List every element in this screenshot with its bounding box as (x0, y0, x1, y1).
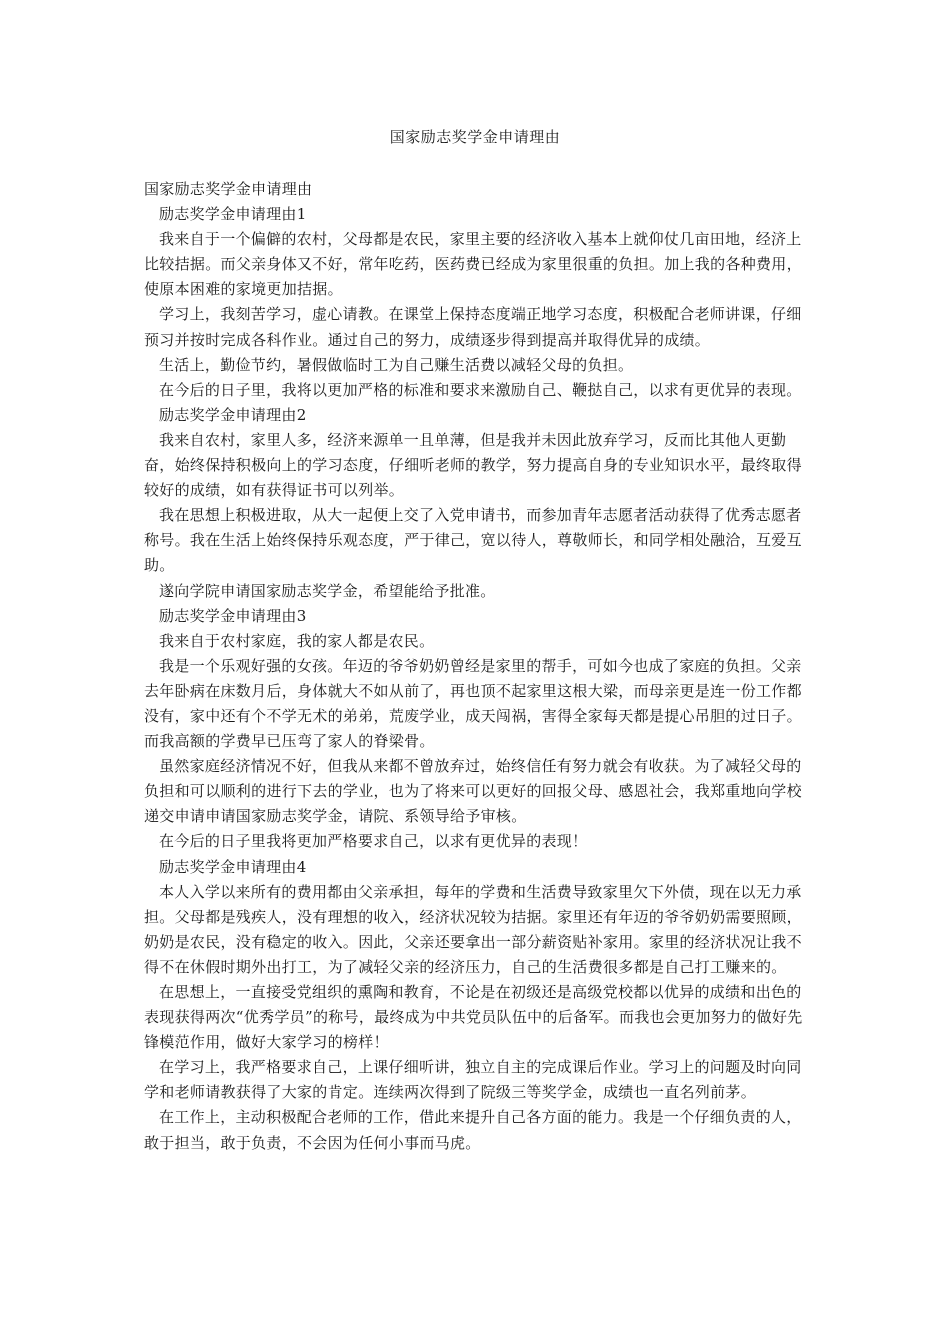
document-body (144, 177, 810, 1156)
paragraph: 遂向学院申请国家励志奖学金，希望能给予批准。 (159, 581, 496, 600)
document-title: 国家励志奖学金申请理由 (389, 128, 561, 146)
paragraph: 在学习上，我严格要求自己，上课仔细听讲，独立自主的完成课后作业。学习上的问题及时向同学和老师请教获得了大家的肯定。连续两次得到了院级三等奖学金，成绩也一直名列前茅。 (144, 1058, 802, 1102)
paragraph: 在今后的日子里，我将以更加严格的标准和要求来激励自己、鞭挞自己，以求有更优异的表现。 (159, 380, 802, 399)
paragraph: 在工作上，主动积极配合老师的工作，借此来提升自己各方面的能力。我是一个仔细负责的人，敢于担当，敢于负责，不会因为任何小事而马虎。 (144, 1108, 802, 1152)
section-heading-4: 励志奖学金申请理由4 (159, 857, 307, 876)
paragraph: 在思想上，一直接受党组织的熏陶和教育，不论是在初级还是高级党校都以优异的成绩和出色的表现获得两次“优秀学员”的称号，最终成为中共党员队伍中的后备军。而我也会更加努力的做好先锋模范作用，做好大家学习的榜样！ (144, 983, 803, 1052)
body-heading: 国家励志奖学金申请理由 (144, 180, 313, 198)
paragraph: 我来自于一个偏僻的农村，父母都是农民，家里主要的经济收入基本上就仰仗几亩田地，经济上比较拮据。而父亲身体又不好，常年吃药，医药费已经成为家里很重的负担。加上我的各种费用，使原本困难的家境更加拮据。 (144, 230, 802, 299)
paragraph: 我来自于农村家庭，我的家人都是农民。 (159, 631, 435, 650)
paragraph: 在今后的日子里我将更加严格要求自己，以求有更优异的表现！ (159, 832, 588, 851)
section-heading-1: 励志奖学金申请理由1 (159, 205, 307, 224)
paragraph: 生活上，勤俭节约，暑假做临时工为自己赚生活费以减轻父母的负担。 (159, 355, 634, 374)
paragraph: 我是一个乐观好强的女孩。年迈的爷爷奶奶曾经是家里的帮手，可如今也成了家庭的负担。父亲去年卧病在床数月后，身体就大不如从前了，再也顶不起家里这根大梁，而母亲更是连一份工作都没有，家中还有个不学无术的弟弟，荒废学业，成天闯祸，害得全家每天都是提心吊胆的过日子。而我高额的学费早已压弯了家人的脊梁骨。 (144, 656, 802, 751)
paragraph: 我在思想上积极进取，从大一起便上交了入党申请书，而参加青年志愿者活动获得了优秀志愿者称号。我在生活上始终保持乐观态度，严于律己，宽以待人，尊敬师长，和同学相处融洽，互爱互助。 (144, 506, 802, 575)
paragraph: 虽然家庭经济情况不好，但我从来都不曾放弃过，始终信任有努力就会有收获。为了减轻父母的负担和可以顺利的进行下去的学业，也为了将来可以更好的回报父母、感恩社会，我郑重地向学校递交申请申请国家励志奖学金，请院、系领导给予审核。 (144, 757, 802, 826)
paragraph: 本人入学以来所有的费用都由父亲承担，每年的学费和生活费导致家里欠下外债，现在以无力承担。父母都是残疾人，没有理想的收入，经济状况较为拮据。家里还有年迈的爷爷奶奶需要照顾，奶奶是农民，没有稳定的收入。因此，父亲还要拿出一部分薪资贴补家用。家里的经济状况让我不得不在休假时期外出打工，为了减轻父亲的经济压力，自己的生活费很多都是自己打工赚来的。 (144, 882, 802, 976)
section-heading-2: 励志奖学金申请理由2 (159, 405, 307, 424)
paragraph: 学习上，我刻苦学习，虚心请教。在课堂上保持态度端正地学习态度，积极配合老师讲课，仔细预习并按时完成各科作业。通过自己的努力，成绩逐步得到提高并取得优异的成绩。 (144, 305, 802, 349)
paragraph: 我来自农村，家里人多，经济来源单一且单薄，但是我并未因此放弃学习，反而比其他人更勤奋，始终保持积极向上的学习态度，仔细听老师的教学，努力提高自身的专业知识水平，最终取得较好的成绩，如有获得证书可以列举。 (144, 430, 802, 500)
section-heading-3: 励志奖学金申请理由3 (159, 606, 307, 625)
